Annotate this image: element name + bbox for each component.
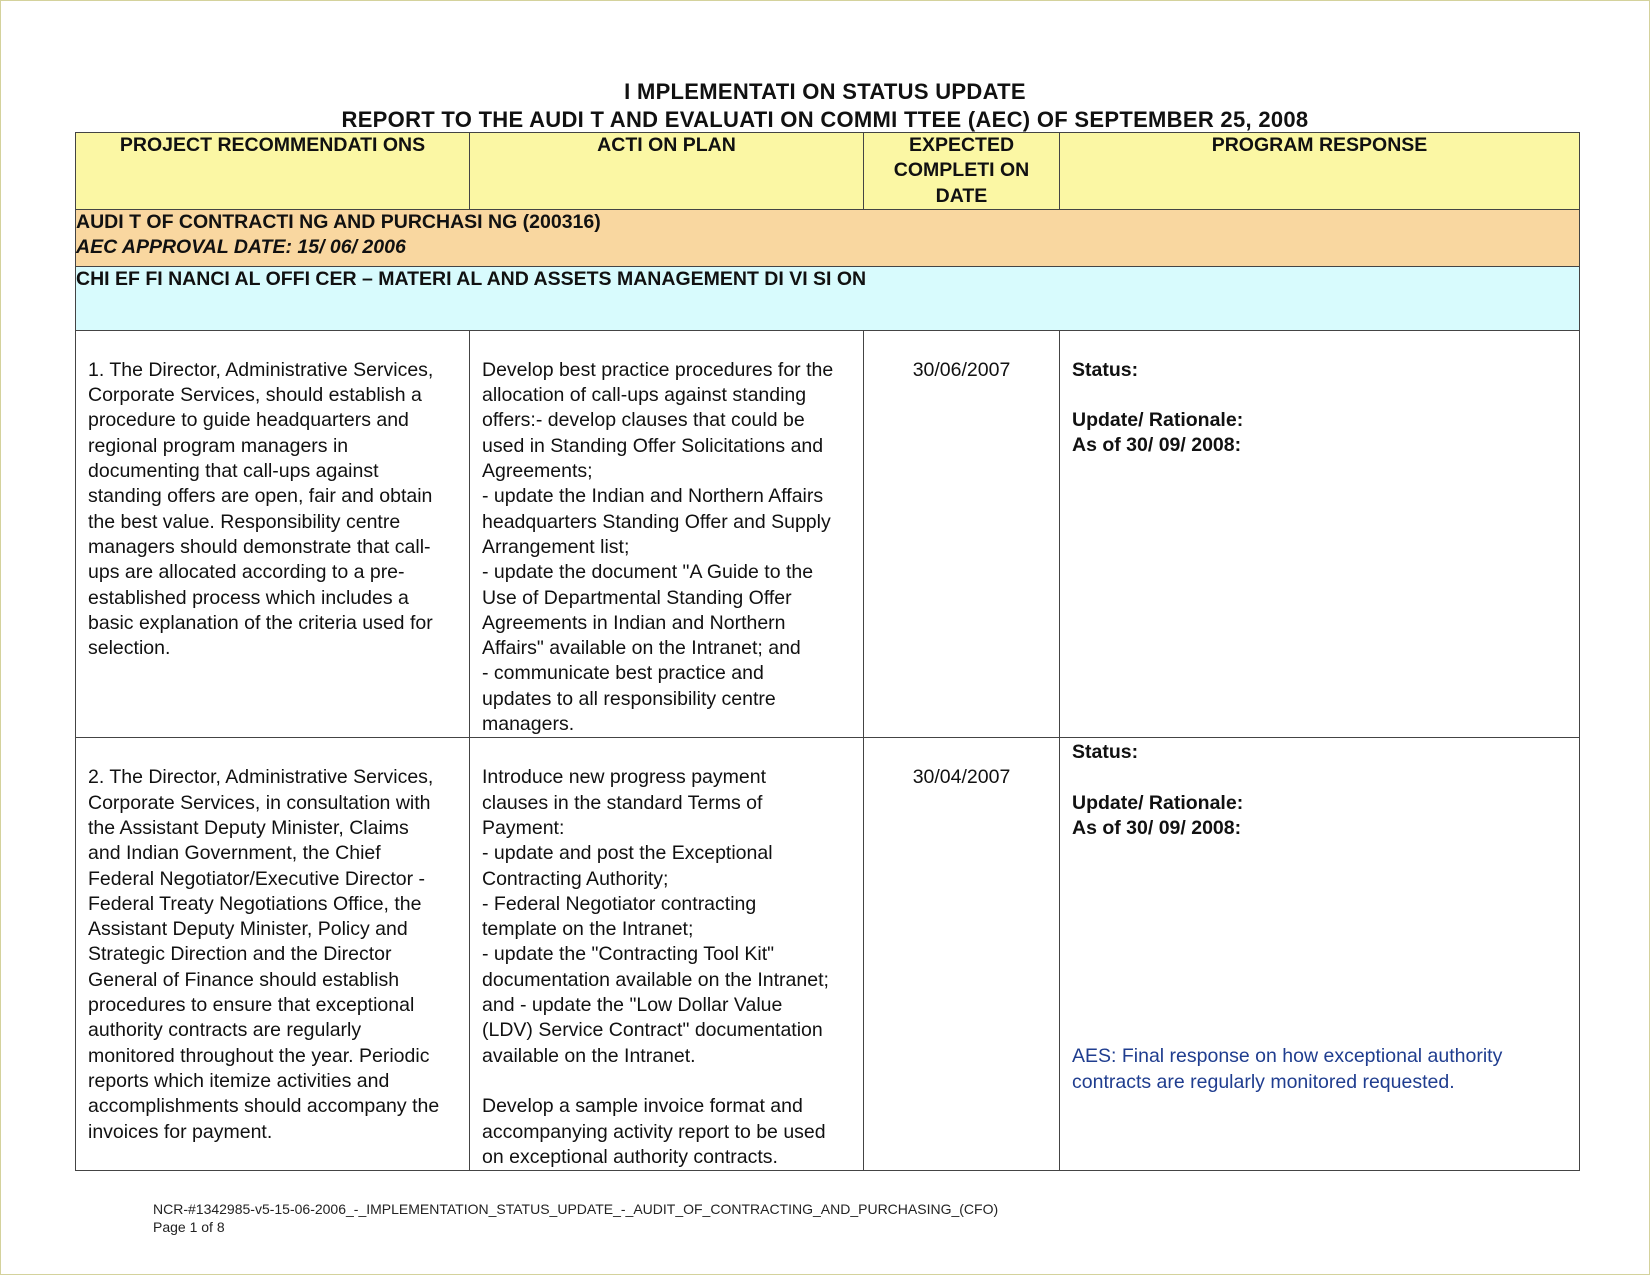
division-row [76,266,1580,330]
action-plan-line: Agreements in Indian and Northern [482,611,786,634]
action-plan-line: Agreements; [482,460,593,483]
recommendation-line: documenting that call-ups against [88,460,379,483]
action-plan-line: Affairs" available on the Intranet; and [482,637,801,660]
recommendation-line: procedures to ensure that exceptional [88,994,415,1017]
header-program-response: PROGRAM RESPONSE [1060,133,1580,210]
table-row [76,738,1580,1171]
action-plan-line: updates to all responsibility centre [482,687,776,710]
action-plan-line: offers:- develop clauses that could be [482,409,805,432]
recommendation-line: reports which itemize activities and [88,1069,390,1092]
recommendation-line: 2. The Director, Administrative Services, [88,766,434,789]
recommendation-line: Corporate Services, in consultation with [88,791,431,814]
action-plan-line: - update and post the Exceptional [482,842,773,865]
audit-section-row [76,209,1580,266]
action-plan-line: Use of Departmental Standing Offer [482,586,792,609]
date-cell [864,330,1060,737]
action-plan-line: - update the Indian and Northern Affairs [482,485,824,508]
header-recommendations: PROJECT RECOMMENDATI ONS [76,133,470,210]
recommendation-line: Corporate Services, should establish a [88,384,422,407]
response-cell [1060,738,1580,1171]
action-plan-cell [470,330,864,737]
recommendation-line: established process which includes a [88,586,409,609]
as-of-label: As of 30/ 09/ 2008: [1072,434,1242,457]
recommendation-line: Strategic Direction and the Director [88,943,392,966]
action-plan-line [482,1069,851,1094]
header-expected-date [864,133,1060,210]
table-row [76,330,1580,737]
action-plan-line: - Federal Negotiator contracting [482,892,757,915]
action-plan-cell [470,738,864,1171]
action-plan-line: managers. [482,713,575,736]
footer-page-number: Page 1 of 8 [153,1219,225,1235]
action-plan-line: Contracting Authority; [482,867,669,890]
action-plan-line: - update the "Contracting Tool Kit" [482,943,775,966]
expected-date: 30/06/2007 [912,358,1011,381]
recommendation-line: basic explanation of the criteria used for [88,611,433,634]
audit-title: AUDI T OF CONTRACTI NG AND PURCHASI NG (200316) [76,210,601,233]
action-plan-line: Arrangement list; [482,535,630,558]
audit-approval-date: AEC APPROVAL DATE: 15/ 06/ 2006 [76,236,406,259]
footer-document-id: NCR-#1342985-v5-15-06-2006_-_IMPLEMENTATION_STATUS_UPDATE_-_AUDIT_OF_CONTRACTING_AND_PURCHASING_(CFO) [153,1201,999,1217]
action-plan-line: on exceptional authority contracts. [482,1145,778,1168]
division-title: CHI EF FI NANCI AL OFFI CER – MATERI AL AND ASSETS MANAGEMENT DI VI SI ON [76,266,1580,330]
update-rationale-label: Update/ Rationale: [1072,409,1244,432]
as-of-label: As of 30/ 09/ 2008: [1072,816,1242,839]
recommendation-line: 1. The Director, Administrative Services, [88,358,434,381]
recommendation-line: the Assistant Deputy Minister, Claims [88,816,409,839]
recommendation-line: accomplishments should accompany the [88,1095,440,1118]
status-table [75,132,1580,1171]
recommendation-cell [76,738,470,1171]
recommendation-line: authority contracts are regularly [88,1019,362,1042]
action-plan-line: - communicate best practice and [482,662,764,685]
action-plan-line: documentation available on the Intranet; [482,968,829,991]
recommendation-line: Federal Treaty Negotiations Office, the [88,892,422,915]
header-expected-line3: DATE [935,184,988,207]
recommendation-line: invoices for payment. [88,1120,273,1143]
recommendation-line: the best value. Responsibility centre [88,510,401,533]
action-plan-line: - update the document "A Guide to the [482,561,814,584]
expected-date: 30/04/2007 [912,766,1011,789]
action-plan-line: clauses in the standard Terms of [482,791,763,814]
action-plan-line: (LDV) Service Contract" documentation [482,1019,823,1042]
recommendation-line: ups are allocated according to a pre- [88,561,405,584]
action-plan-line: template on the Intranet; [482,918,694,941]
recommendation-line: and Indian Government, the Chief [88,842,381,865]
aes-note-line1: AES: Final response on how exceptional authority [1072,1045,1503,1068]
recommendation-line: selection. [88,637,171,660]
aes-note-line2: contracts are regularly monitored requested. [1072,1070,1455,1093]
recommendation-line: General of Finance should establish [88,968,400,991]
recommendation-line: Federal Negotiator/Executive Director - [88,867,426,890]
action-plan-line: Develop a sample invoice format and [482,1095,803,1118]
recommendation-line: standing offers are open, fair and obtain [88,485,433,508]
report-title: I MPLEMENTATI ON STATUS UPDATE [624,79,1026,104]
action-plan-line: used in Standing Offer Solicitations and [482,434,824,457]
action-plan-line: allocation of call-ups against standing [482,384,807,407]
recommendation-line: monitored throughout the year. Periodic [88,1044,430,1067]
recommendation-line: procedure to guide headquarters and [88,409,409,432]
date-cell [864,738,1060,1171]
table-header-row [76,133,1580,210]
recommendation-line: managers should demonstrate that call- [88,535,431,558]
header-expected-line2: COMPLETI ON [893,159,1030,182]
audit-section-cell [76,209,1580,266]
action-plan-line: available on the Intranet. [482,1044,696,1067]
action-plan-line: Payment: [482,816,565,839]
report-subtitle: REPORT TO THE AUDI T AND EVALUATI ON COMMI TTEE (AEC) OF SEPTEMBER 25, 2008 [341,107,1309,132]
recommendation-cell [76,330,470,737]
action-plan-line: accompanying activity report to be used [482,1120,826,1143]
action-plan-line: Introduce new progress payment [482,766,766,789]
action-plan-line: and - update the "Low Dollar Value [482,994,783,1017]
status-label: Status: [1072,358,1139,381]
header-expected-line1: EXPECTED [908,134,1015,156]
action-plan-line: headquarters Standing Offer and Supply [482,510,831,533]
action-plan-line: Develop best practice procedures for the [482,358,834,381]
recommendation-line: regional program managers in [88,434,349,457]
status-label: Status: [1072,741,1139,764]
recommendation-line: Assistant Deputy Minister, Policy and [88,918,408,941]
page-footer [153,1200,998,1236]
update-rationale-label: Update/ Rationale: [1072,791,1244,814]
response-cell [1060,330,1580,737]
header-action-plan: ACTI ON PLAN [470,133,864,210]
